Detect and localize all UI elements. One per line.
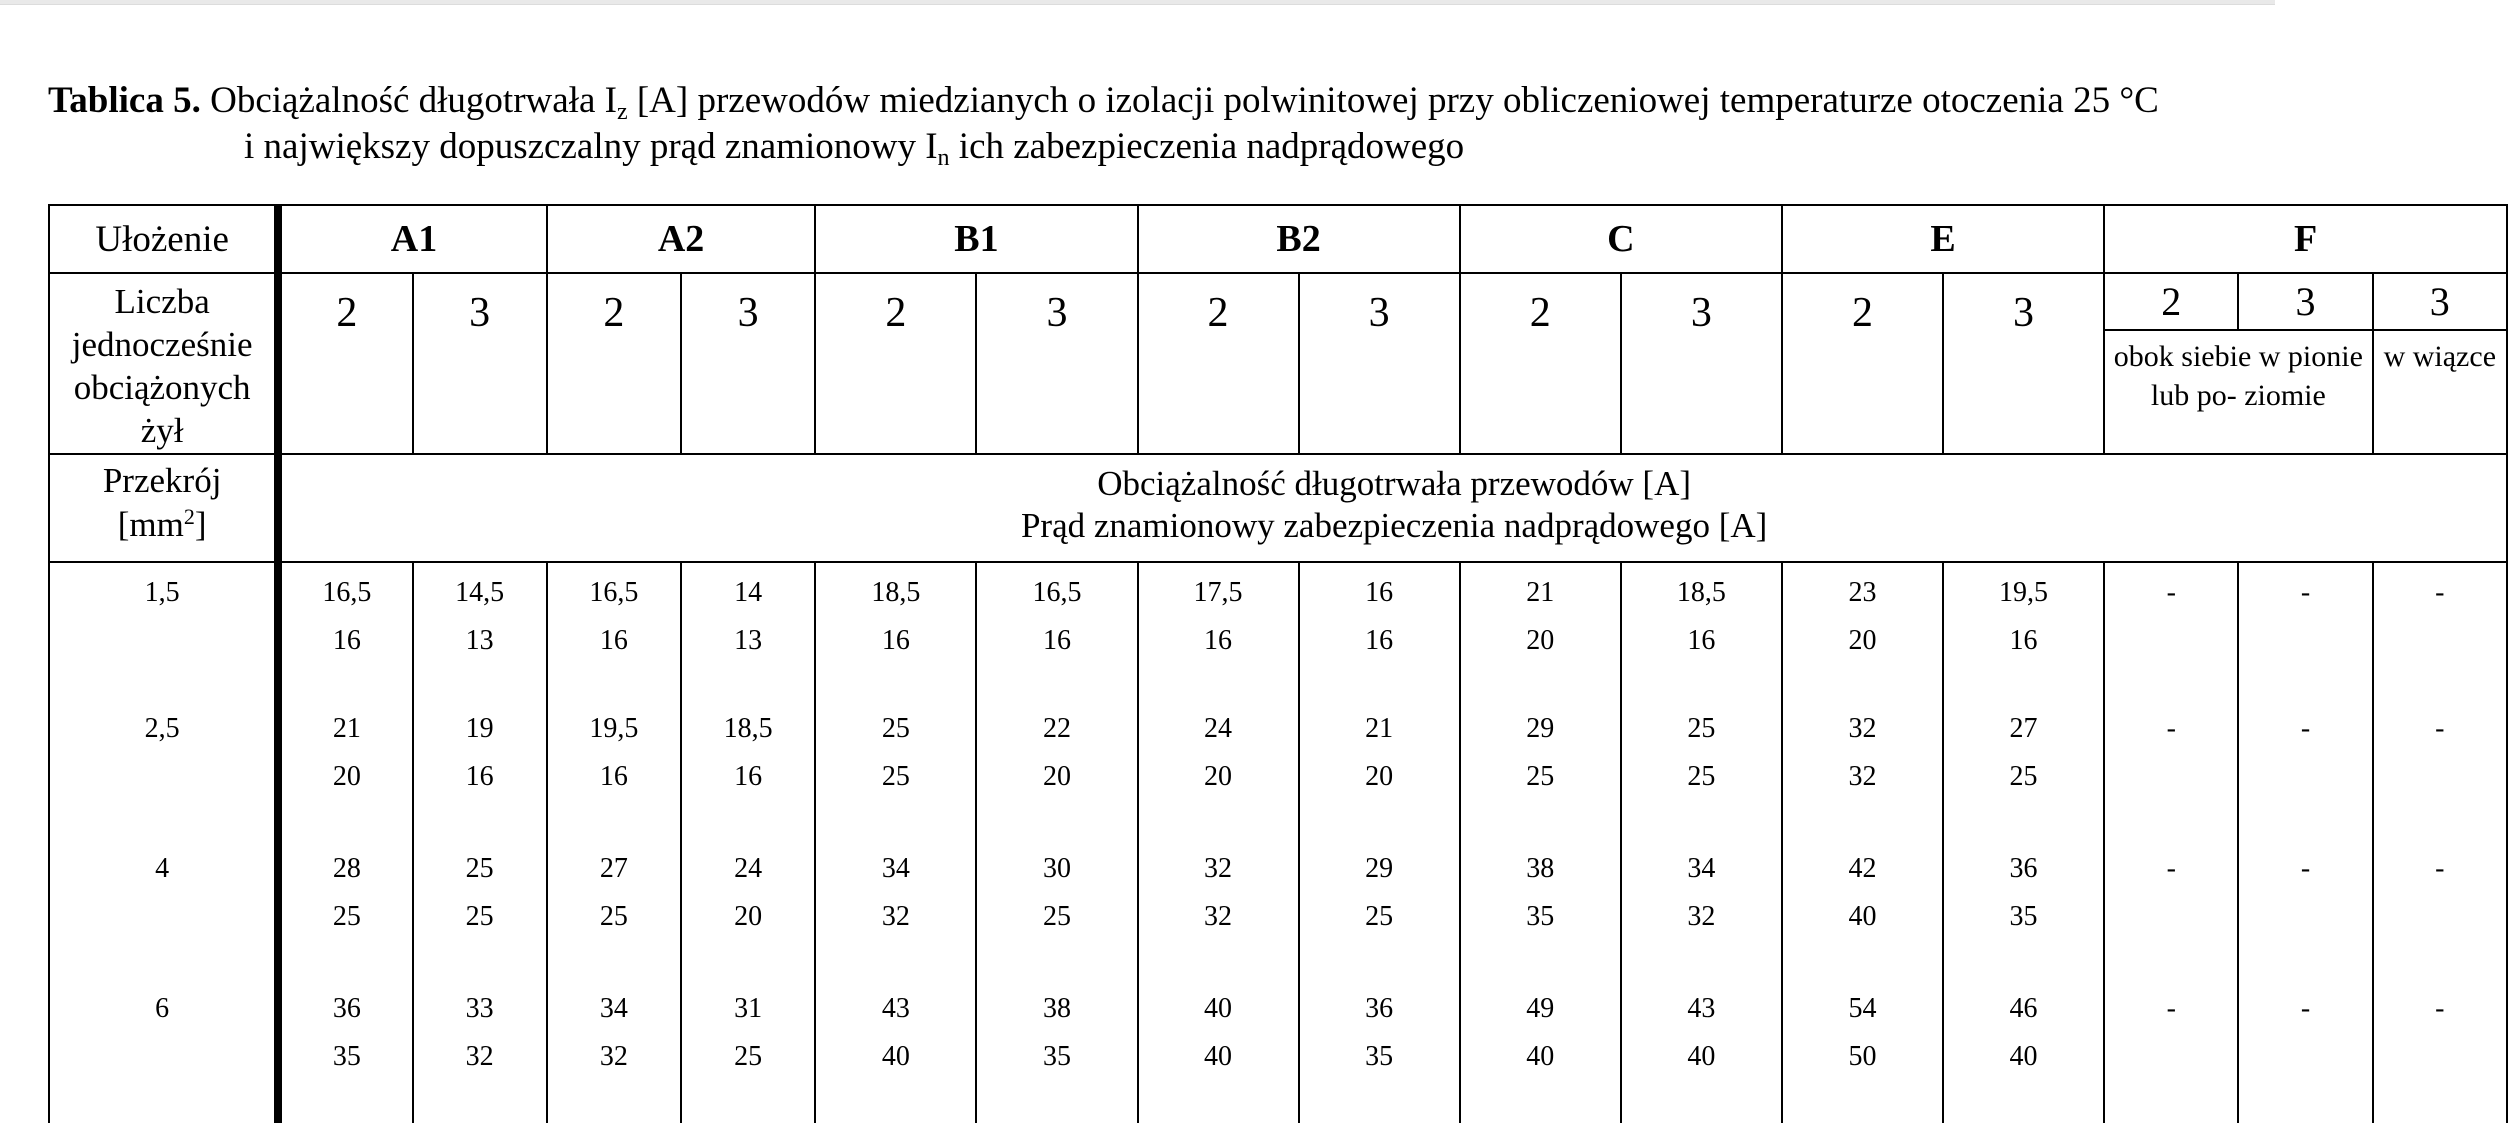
section-value: 2,5 (144, 713, 180, 744)
rated-current-value: 32 (881, 901, 910, 932)
caption-text-2a: i największy dopuszczalny prąd znamionowy I (244, 126, 938, 167)
value-cell (413, 703, 547, 843)
caption-text-1b: [A] przewodów miedzianych o izolacji polwinitowej przy obliczeniowej temperaturze otoczenia 25 °C (627, 80, 2159, 121)
value-cell (278, 843, 412, 983)
value-cell (1621, 983, 1782, 1123)
ampacity-value: 19,5 (1999, 577, 2049, 608)
ampacity-value: 24 (734, 853, 763, 884)
rated-current-value: 32 (1848, 761, 1877, 792)
caption-text-2b: ich zabezpieczenia nadprądowego (949, 126, 1465, 167)
ampacity-value: 43 (881, 993, 910, 1024)
ampacity-value: 30 (1042, 853, 1071, 884)
table-caption (48, 78, 2388, 170)
rated-current-value: 20 (1204, 761, 1233, 792)
value-cell (2104, 703, 2238, 843)
rated-current-value: 32 (465, 1041, 494, 1072)
ampacity-value: 16,5 (1032, 577, 1082, 608)
unit-post: ] (194, 505, 207, 544)
value-cell (1943, 562, 2104, 703)
caption-line-2 (48, 124, 2388, 170)
value-cell (1299, 562, 1460, 703)
count-cell: 2 (1782, 273, 1943, 454)
value-cell (815, 983, 976, 1123)
value-cell (1460, 843, 1621, 983)
group-header-a2: A2 (547, 205, 816, 273)
count-cell: 2 (547, 273, 681, 454)
ampacity-value: 54 (1848, 993, 1877, 1024)
value-cell (413, 983, 547, 1123)
count-cell: 3 (976, 273, 1137, 454)
ampacity-value: - (2166, 993, 2176, 1024)
value-cell (1299, 703, 1460, 843)
value-cell (2238, 562, 2372, 703)
value-cell (278, 983, 412, 1123)
ampacity-value: 27 (599, 853, 628, 884)
section-cell (49, 562, 278, 703)
rated-current-value: 16 (332, 625, 361, 656)
rated-current-value: 50 (1848, 1041, 1877, 1072)
value-cell (681, 703, 815, 843)
rated-current-value: 25 (1042, 901, 1071, 932)
value-cell (815, 703, 976, 843)
rated-current-value: 35 (1042, 1041, 1071, 1072)
value-cell (2373, 983, 2507, 1123)
liczba-zyl-header: Liczba jednocześnie obciążonych żył (49, 273, 278, 454)
count-cell: 2 (1460, 273, 1621, 454)
ampacity-value: - (2300, 993, 2311, 1024)
ampacity-value: 19,5 (589, 713, 639, 744)
value-cell (1621, 703, 1782, 843)
rated-current-value: 35 (332, 1041, 361, 1072)
section-cell (49, 703, 278, 843)
section-cell (49, 983, 278, 1123)
f-arrangement-bundle: w wiązce (2373, 330, 2507, 454)
ampacity-value: 22 (1042, 713, 1071, 744)
ampacity-value: 46 (2009, 993, 2038, 1024)
conductor-count-row (49, 273, 2507, 330)
ampacity-value: 34 (599, 993, 628, 1024)
ampacity-value: 18,5 (1676, 577, 1726, 608)
table-row (49, 703, 2507, 843)
table-row (49, 562, 2507, 703)
rated-current-value: 20 (332, 761, 361, 792)
rated-current-value: 32 (1204, 901, 1233, 932)
ampacity-value: - (2435, 577, 2445, 608)
rated-current-value: 25 (881, 761, 910, 792)
value-cell (2238, 843, 2372, 983)
top-scroll-bar (0, 0, 2275, 5)
value-cell (1460, 703, 1621, 843)
rated-current-value: 20 (1365, 761, 1394, 792)
przekroj-label: Przekrój (102, 461, 222, 500)
value-cell (2373, 562, 2507, 703)
rated-current-value: 25 (1687, 761, 1716, 792)
ampacity-value: 42 (1848, 853, 1877, 884)
przekroj-unit (50, 503, 274, 547)
ampacity-value: 49 (1526, 993, 1555, 1024)
value-cell (1943, 703, 2104, 843)
value-cell (413, 843, 547, 983)
value-cell (278, 703, 412, 843)
group-header-b2: B2 (1138, 205, 1460, 273)
value-cell (1138, 562, 1299, 703)
value-cell (976, 562, 1137, 703)
value-cell (2104, 843, 2238, 983)
obciazalnosc-header (278, 454, 2507, 562)
value-cell (976, 983, 1137, 1123)
value-cell (1299, 983, 1460, 1123)
unit-sup: 2 (183, 504, 195, 529)
group-header-f: F (2104, 205, 2507, 273)
section-cell (49, 843, 278, 983)
obciazalnosc-line-2: Prąd znamionowy zabezpieczenia nadprądowego [A] (1020, 506, 1768, 545)
value-cell (2104, 562, 2238, 703)
value-cell (1621, 562, 1782, 703)
value-cell (681, 843, 815, 983)
ampacity-value: 34 (1687, 853, 1716, 884)
value-cell (2238, 703, 2372, 843)
value-cell (815, 843, 976, 983)
rated-current-value: 16 (1204, 625, 1233, 656)
value-cell (815, 562, 976, 703)
value-cell (2238, 983, 2372, 1123)
header-group-row (49, 205, 2507, 273)
rated-current-value: 20 (1042, 761, 1071, 792)
count-cell: 3 (1299, 273, 1460, 454)
ampacity-value: 28 (332, 853, 361, 884)
f-count-cell: 3 (2238, 273, 2372, 330)
rated-current-value: 16 (2009, 625, 2038, 656)
value-cell (1460, 983, 1621, 1123)
value-cell (1299, 843, 1460, 983)
ampacity-value: 38 (1042, 993, 1071, 1024)
ampacity-value: 18,5 (723, 713, 773, 744)
value-cell (413, 562, 547, 703)
rated-current-value: 16 (599, 761, 628, 792)
rated-current-value: 32 (599, 1041, 628, 1072)
value-cell (1943, 843, 2104, 983)
ampacity-table (48, 204, 2508, 1123)
caption-label: Tablica 5. (48, 80, 201, 121)
ampacity-value: 24 (1204, 713, 1233, 744)
obciazalnosc-line-1: Obciążalność długotrwała przewodów [A] (1097, 464, 1692, 503)
ampacity-value: 16,5 (322, 577, 372, 608)
ampacity-value: 17,5 (1193, 577, 1243, 608)
count-cell: 2 (278, 273, 412, 454)
ulozenie-header: Ułożenie (49, 205, 278, 273)
count-cell: 3 (1943, 273, 2104, 454)
table-viewport[interactable] (48, 204, 2497, 1080)
rated-current-value: 40 (1204, 1041, 1233, 1072)
ampacity-value: 19 (465, 713, 494, 744)
przekroj-row (49, 454, 2507, 562)
value-cell (1460, 562, 1621, 703)
rated-current-value: 40 (1526, 1041, 1555, 1072)
ampacity-value: - (2166, 853, 2176, 884)
rated-current-value: 16 (1042, 625, 1071, 656)
rated-current-value: 40 (881, 1041, 910, 1072)
ampacity-value: 36 (332, 993, 361, 1024)
unit-pre: [mm (117, 505, 184, 544)
ampacity-value: 43 (1687, 993, 1716, 1024)
value-cell (547, 983, 681, 1123)
group-header-e: E (1782, 205, 2104, 273)
ampacity-value: 31 (734, 993, 763, 1024)
rated-current-value: 25 (1526, 761, 1555, 792)
value-cell (547, 703, 681, 843)
ampacity-value: 21 (1365, 713, 1394, 744)
value-cell (1138, 703, 1299, 843)
value-cell (2373, 843, 2507, 983)
f-count-cell: 2 (2104, 273, 2238, 330)
ampacity-value: 32 (1848, 713, 1877, 744)
ampacity-value: 32 (1204, 853, 1233, 884)
count-cell: 3 (1621, 273, 1782, 454)
table-row (49, 843, 2507, 983)
rated-current-value: 13 (734, 625, 763, 656)
value-cell (278, 562, 412, 703)
ampacity-value: 38 (1526, 853, 1555, 884)
count-cell: 2 (815, 273, 976, 454)
value-cell (547, 562, 681, 703)
ampacity-value: 16 (1365, 577, 1394, 608)
ampacity-value: 36 (1365, 993, 1394, 1024)
value-cell (547, 843, 681, 983)
caption-text-1a: Obciążalność długotrwała I (210, 80, 617, 121)
rated-current-value: 16 (599, 625, 628, 656)
rated-current-value: 20 (1848, 625, 1877, 656)
group-header-b1: B1 (815, 205, 1137, 273)
rated-current-value: 25 (734, 1041, 763, 1072)
rated-current-value: 16 (465, 761, 494, 792)
rated-current-value: 25 (465, 901, 494, 932)
value-cell (1782, 983, 1943, 1123)
przekroj-header (49, 454, 278, 562)
value-cell (1621, 843, 1782, 983)
rated-current-value: 13 (465, 625, 494, 656)
ampacity-value: - (2166, 713, 2176, 744)
value-cell (976, 703, 1137, 843)
value-cell (2104, 983, 2238, 1123)
ampacity-value: - (2435, 993, 2445, 1024)
value-cell (2373, 703, 2507, 843)
ampacity-value: 14 (734, 577, 763, 608)
ampacity-value: 40 (1204, 993, 1233, 1024)
rated-current-value: 25 (1365, 901, 1394, 932)
rated-current-value: 20 (1526, 625, 1555, 656)
count-cell: 2 (1138, 273, 1299, 454)
rated-current-value: 25 (2009, 761, 2038, 792)
ampacity-value: - (2300, 713, 2311, 744)
value-cell (1943, 983, 2104, 1123)
ampacity-value: 33 (465, 993, 494, 1024)
section-value: 4 (155, 853, 170, 884)
rated-current-value: 25 (599, 901, 628, 932)
ampacity-value: - (2435, 713, 2445, 744)
ampacity-value: 27 (2009, 713, 2038, 744)
ampacity-value: - (2300, 853, 2311, 884)
caption-sub-z: z (616, 99, 628, 125)
ampacity-value: 16,5 (589, 577, 639, 608)
ampacity-value: - (2435, 853, 2445, 884)
value-cell (1782, 703, 1943, 843)
rated-current-value: 32 (1687, 901, 1716, 932)
rated-current-value: 40 (2009, 1041, 2038, 1072)
ampacity-value: 25 (465, 853, 494, 884)
value-cell (1782, 562, 1943, 703)
rated-current-value: 16 (734, 761, 763, 792)
rated-current-value: 40 (1848, 901, 1877, 932)
rated-current-value: 16 (881, 625, 910, 656)
rated-current-value: 20 (734, 901, 763, 932)
f-arrangement-side-by-side: obok siebie w pionie lub po- ziomie (2104, 330, 2373, 454)
rated-current-value: 35 (1526, 901, 1555, 932)
ampacity-value: - (2300, 577, 2311, 608)
ampacity-value: 29 (1526, 713, 1555, 744)
rated-current-value: 35 (1365, 1041, 1394, 1072)
ampacity-value: 23 (1848, 577, 1877, 608)
rated-current-value: 40 (1687, 1041, 1716, 1072)
rated-current-value: 16 (1687, 625, 1716, 656)
caption-sub-n: n (937, 145, 950, 171)
count-cell: 3 (681, 273, 815, 454)
ampacity-value: 25 (881, 713, 910, 744)
count-cell: 3 (413, 273, 547, 454)
table-row (49, 983, 2507, 1123)
ampacity-value: 21 (1526, 577, 1555, 608)
rated-current-value: 25 (332, 901, 361, 932)
section-value: 1,5 (144, 577, 180, 608)
value-cell (681, 562, 815, 703)
value-cell (681, 983, 815, 1123)
ampacity-value: 14,5 (455, 577, 505, 608)
value-cell (976, 843, 1137, 983)
value-cell (1138, 843, 1299, 983)
rated-current-value: 35 (2009, 901, 2038, 932)
ampacity-value: 34 (881, 853, 910, 884)
ampacity-value: 21 (332, 713, 361, 744)
ampacity-value: 18,5 (871, 577, 921, 608)
ampacity-value: - (2166, 577, 2176, 608)
ampacity-value: 29 (1365, 853, 1394, 884)
section-value: 6 (155, 993, 170, 1024)
group-header-c: C (1460, 205, 1782, 273)
caption-line-1 (48, 78, 2388, 124)
ampacity-value: 36 (2009, 853, 2038, 884)
value-cell (1782, 843, 1943, 983)
rated-current-value: 16 (1365, 625, 1394, 656)
group-header-a1: A1 (278, 205, 547, 273)
ampacity-value: 25 (1687, 713, 1716, 744)
value-cell (1138, 983, 1299, 1123)
f-count-cell: 3 (2373, 273, 2507, 330)
